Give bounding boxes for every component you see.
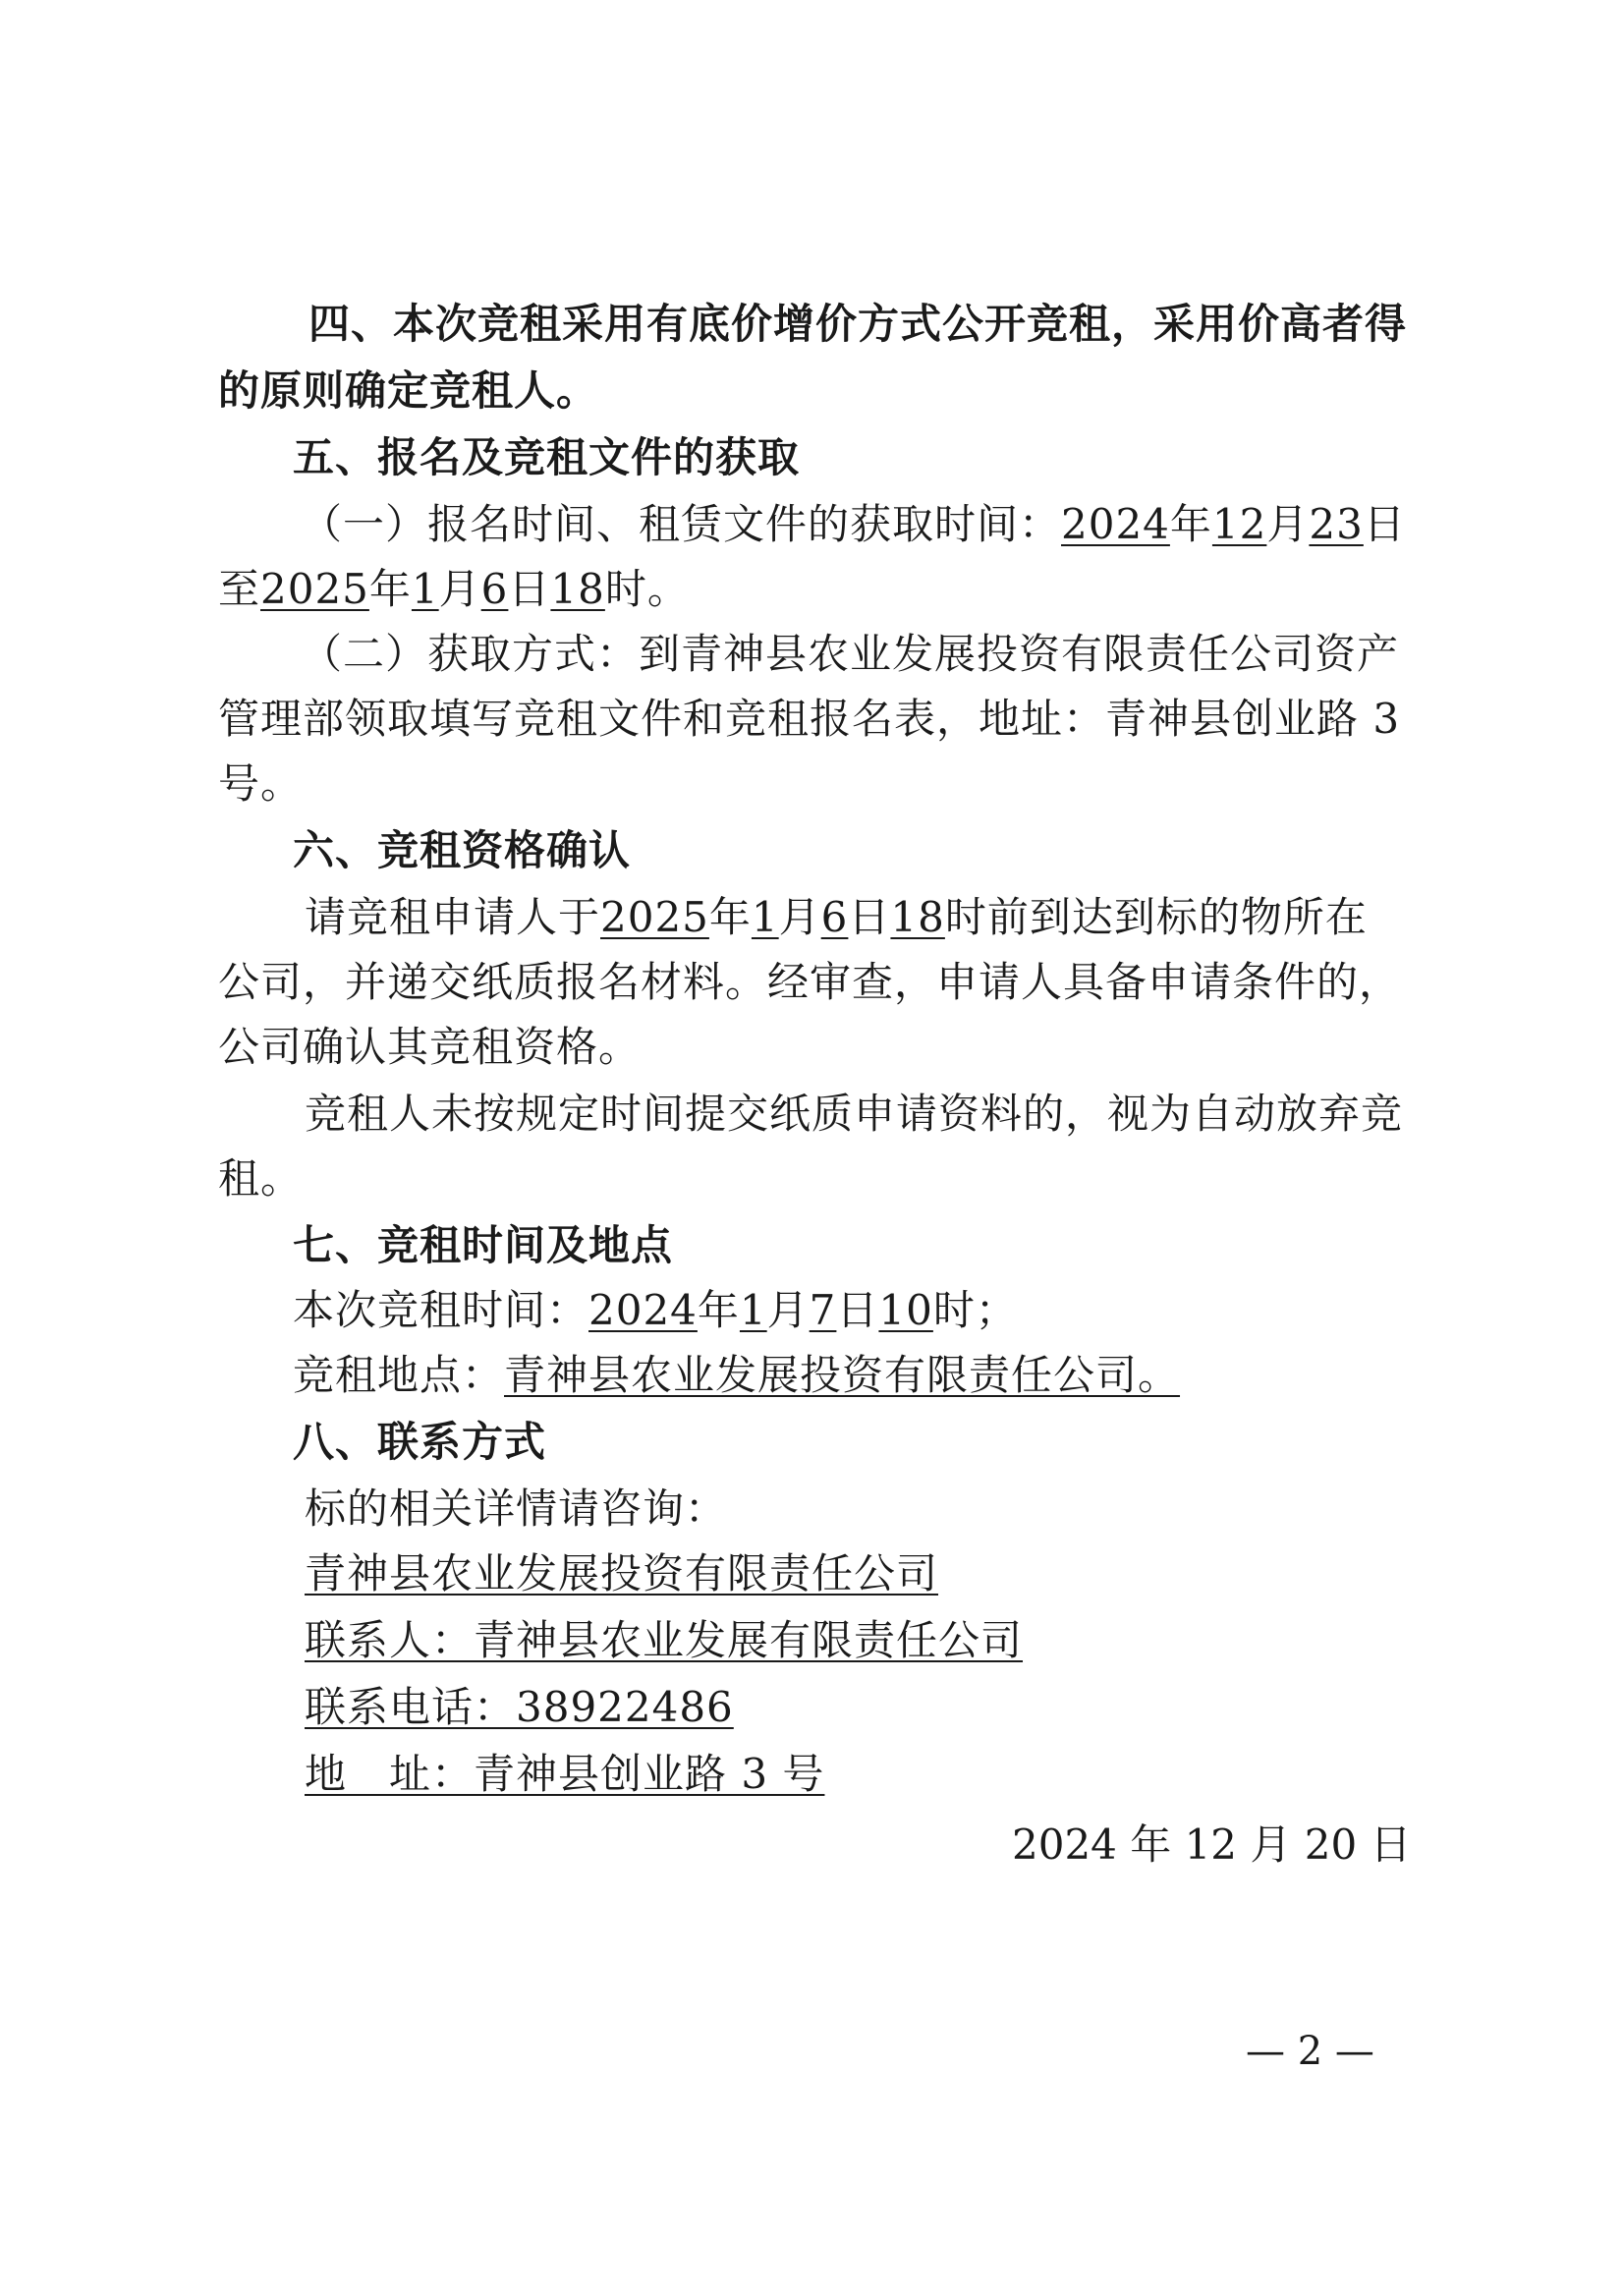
sec8-intro: 标的相关详情请咨询： (305, 1484, 728, 1533)
sec7-place-label: 竞租地点： (293, 1351, 505, 1399)
sec5-p1-year2: 2025 (260, 565, 369, 613)
sec5-p1-year1: 2024 (1061, 500, 1170, 548)
sec6-p1-line2: 公司，并递交纸质报名材料。经审查，申请人具备申请条件的， (218, 958, 1402, 1006)
sec5-heading: 五、报名及竞租文件的获取 (293, 433, 801, 481)
sec5-p1-month2-unit: 月 (438, 565, 481, 613)
sec7-time-day-unit: 日 (836, 1286, 879, 1334)
sec7-time-month: 1 (739, 1286, 767, 1334)
sec5-p1-month1: 12 (1211, 500, 1267, 548)
sec7-time-day: 7 (809, 1286, 837, 1334)
sec6-p1-hour: 18 (890, 893, 945, 941)
sec5-p1-prefix: （一）报名时间、租赁文件的获取时间： (301, 500, 1062, 548)
sec5-p1-hour2-unit: 时。 (604, 565, 690, 613)
sec8-heading: 八、联系方式 (293, 1418, 547, 1466)
sec8-company (305, 1544, 938, 1603)
sec4-line2: 的原则确定竞租人。 (218, 366, 599, 415)
sec8-phone (305, 1678, 734, 1737)
sec5-p2-line2: 管理部领取填写竞租文件和竞租报名表，地址：青神县创业路 3 (218, 695, 1401, 743)
sec6-p1-line1 (305, 888, 1368, 947)
sec5-p1-day1-unit: 日 (1363, 500, 1406, 548)
sec6-p1-suffix: 时前到达到标的物所在 (944, 893, 1368, 941)
sec7-time-hour-unit: 时； (932, 1286, 1018, 1334)
sec7-heading: 七、竞租时间及地点 (293, 1221, 674, 1269)
sec6-p1-year: 2025 (600, 893, 709, 941)
sec8-contact-value: 联系人：青神县农业发展有限责任公司 (305, 1616, 1024, 1664)
sec5-p1-to: 至 (218, 565, 261, 613)
sec7-place-value: 青神县农业发展投资有限责任公司。 (504, 1351, 1181, 1399)
sec5-p1-year2-unit: 年 (368, 565, 412, 613)
sec6-p1-month-unit: 月 (778, 893, 821, 941)
sec5-p1-month2: 1 (411, 565, 439, 613)
sec8-address-value: 地 址：青神县创业路 3 号 (305, 1750, 825, 1798)
sec5-p1-year1-unit: 年 (1169, 500, 1212, 548)
sec5-p1-month1-unit: 月 (1266, 500, 1310, 548)
sec5-p2-line3: 号。 (218, 759, 304, 808)
sec6-p2-line1: 竞租人未按规定时间提交纸质申请资料的，视为自动放弃竞 (305, 1090, 1404, 1138)
sec6-p1-day-unit: 日 (848, 893, 891, 941)
sec7-place-line (293, 1346, 1180, 1405)
sec8-company-value: 青神县农业发展投资有限责任公司 (305, 1549, 939, 1597)
sec5-p1-day2-unit: 日 (508, 565, 551, 613)
sec4-line1: 四、本次竞租采用有底价增价方式公开竞租，采用价高者得 (308, 300, 1408, 348)
sec5-p1-day2: 6 (480, 565, 509, 613)
sec5-p1-hour2: 18 (550, 565, 605, 613)
sec8-address (305, 1745, 824, 1804)
sec7-time-label: 本次竞租时间： (293, 1286, 589, 1334)
sec7-time-month-unit: 月 (766, 1286, 810, 1334)
sec6-p1-prefix: 请竞租申请人于 (305, 893, 601, 941)
sec8-phone-value: 联系电话：38922486 (305, 1683, 734, 1731)
sec6-p1-line3: 公司确认其竞租资格。 (218, 1023, 642, 1071)
sec6-p1-month: 1 (751, 893, 779, 941)
sec7-time-line (293, 1281, 1018, 1340)
sec5-p1-line1 (301, 495, 1406, 554)
sec6-p1-day: 6 (820, 893, 849, 941)
sec5-p2-line1: （二）获取方式：到青神县农业发展投资有限责任公司资产 (301, 630, 1400, 678)
sec7-time-year: 2024 (588, 1286, 698, 1334)
sec7-time-hour: 10 (878, 1286, 933, 1334)
sec6-p2-line2: 租。 (218, 1154, 304, 1203)
sec5-p1-day1: 23 (1309, 500, 1364, 548)
document-date: 2024 年 12 月 20 日 (1012, 1820, 1412, 1869)
sec5-p1-line2 (218, 560, 690, 619)
sec7-time-year-unit: 年 (697, 1286, 740, 1334)
sec6-p1-year-unit: 年 (708, 893, 752, 941)
page-number: — 2 — (1246, 2029, 1374, 2074)
sec6-heading: 六、竞租资格确认 (293, 826, 632, 874)
sec8-contact (305, 1611, 1023, 1670)
